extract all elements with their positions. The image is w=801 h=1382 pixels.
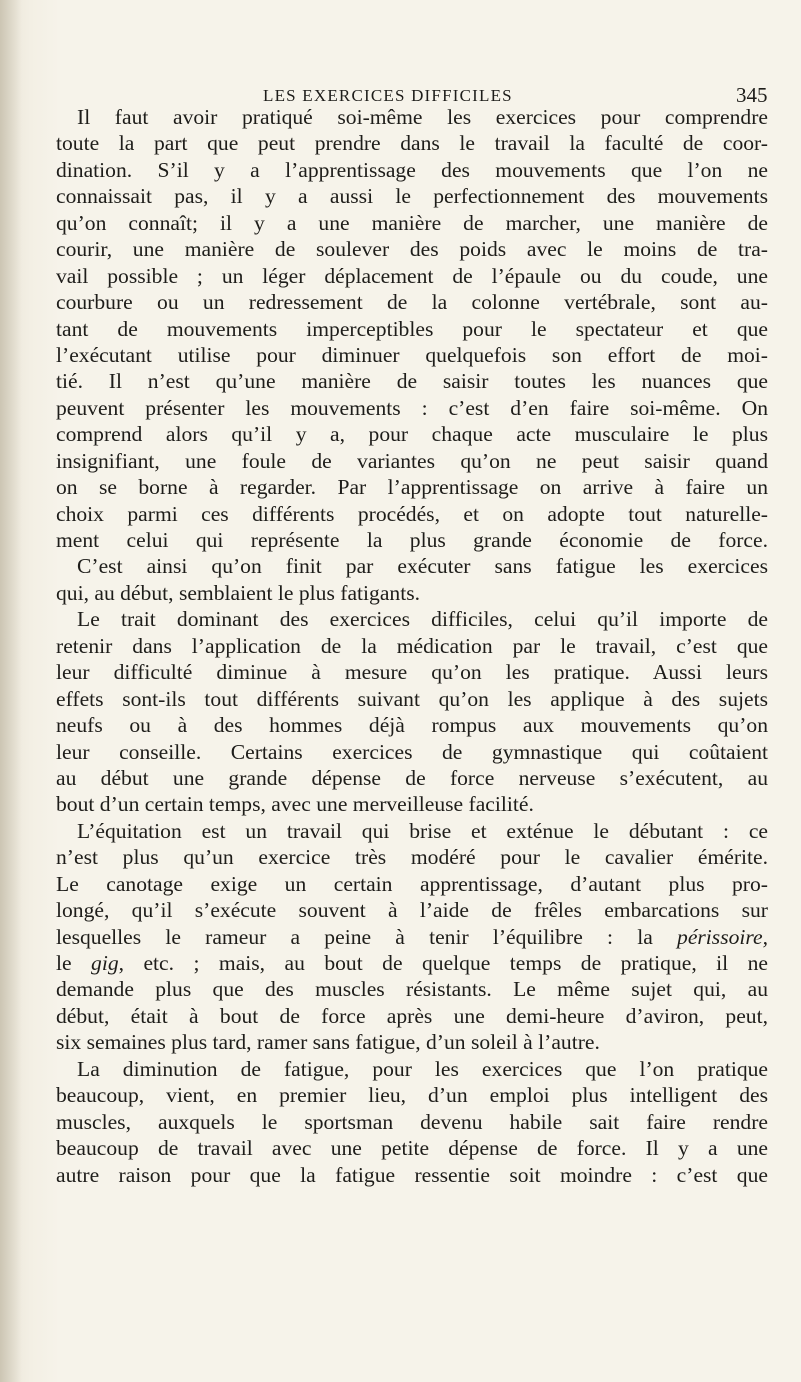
- body-text: [56, 104, 768, 1188]
- text-line: tié. Il n’est qu’une manière de saisir toutes les nuances que: [56, 369, 768, 394]
- text-line: Le canotage exige un certain apprentissage, d’autant plus pro-: [56, 871, 768, 896]
- text-line: dination. S’il y a l’apprentissage des mouvements que l’on ne: [56, 157, 768, 182]
- text-line: [56, 950, 768, 976]
- text-line: beaucoup, vient, en premier lieu, d’un emploi plus intelligent des: [56, 1083, 768, 1108]
- text-line: longé, qu’il s’exécute souvent à l’aide de frêles embarcations sur: [56, 898, 768, 923]
- text-line: demande plus que des muscles résistants. Le même sujet qui, au: [56, 977, 768, 1002]
- text-line: six semaines plus tard, ramer sans fatigue, d’un soleil à l’autre.: [56, 1030, 600, 1055]
- text-line: courir, une manière de soulever des poids avec le moins de tra-: [56, 237, 768, 262]
- text-line: connaissait pas, il y a aussi le perfectionnement des mouvements: [56, 184, 768, 209]
- text-line: [56, 924, 768, 950]
- text-line: autre raison pour que la fatigue ressentie soit moindre : c’est que: [56, 1162, 768, 1187]
- text-line: début, était à bout de force après une demi-heure d’aviron, peut,: [56, 1003, 768, 1028]
- text-line: n’est plus qu’un exercice très modéré pour le cavalier émérite.: [56, 845, 768, 870]
- text-line: insignifiant, une foule de variantes qu’on ne peut saisir quand: [56, 448, 768, 473]
- text-line: qui, au début, semblaient le plus fatigants.: [56, 580, 421, 605]
- text-line: Il faut avoir pratiqué soi-même les exercices pour comprendre: [77, 105, 768, 129]
- text-line: vail possible ; un léger déplacement de l’épaule ou du coude, une: [56, 263, 768, 288]
- text-line: Le trait dominant des exercices difficiles, celui qu’il importe de: [77, 607, 768, 632]
- text-line: La diminution de fatigue, pour les exercices que l’on pratique: [77, 1056, 768, 1081]
- text-segment: , etc. ; mais, au bout de quelque temps de pratique, il ne: [118, 951, 768, 975]
- text-line: effets sont-ils tout différents suivant qu’on les applique à des sujets: [56, 686, 768, 711]
- text-line: au début une grande dépense de force nerveuse s’exécutent, au: [56, 765, 768, 790]
- text-line: leur difficulté diminue à mesure qu’on les pratique. Aussi leurs: [56, 660, 768, 685]
- text-segment: le: [56, 951, 92, 975]
- text-line: l’exécutant utilise pour diminuer quelquefois son effort de moi-: [56, 342, 768, 367]
- italic-term-gig: gig: [91, 951, 119, 975]
- text-line: courbure ou un redressement de la colonne vertébrale, sont au-: [56, 290, 768, 315]
- text-line: L’équitation est un travail qui brise et exténue le débutant : ce: [77, 818, 768, 843]
- text-segment: lesquelles le rameur a peine à tenir l’équilibre : la: [56, 924, 678, 949]
- page-number: 345: [736, 83, 768, 107]
- text-line: tant de mouvements imperceptibles pour le spectateur et que: [56, 316, 768, 341]
- text-line: leur conseille. Certains exercices de gymnastique qui coûtaient: [56, 739, 768, 764]
- text-line: peuvent présenter les mouvements : c’est d’en faire soi-même. On: [56, 395, 768, 420]
- binding-gutter-shadow: [0, 0, 22, 1382]
- text-line: on se borne à regarder. Par l’apprentissage on arrive à faire un: [56, 475, 768, 500]
- text-line: retenir dans l’application de la médication par le travail, c’est que: [56, 633, 768, 658]
- text-line: toute la part que peut prendre dans le travail la faculté de coor-: [56, 131, 768, 156]
- text-line: neufs ou à des hommes déjà rompus aux mouvements qu’on: [56, 713, 768, 738]
- running-title: LES EXERCICES DIFFICILES: [263, 86, 513, 105]
- text-line: comprend alors qu’il y a, pour chaque acte musculaire le plus: [56, 422, 768, 447]
- text-line: beaucoup de travail avec une petite dépense de force. Il y a une: [56, 1136, 768, 1161]
- text-line: bout d’un certain temps, avec une merveilleuse facilité.: [56, 792, 534, 817]
- text-line: ment celui qui représente la plus grande économie de force.: [56, 528, 768, 552]
- text-line: C’est ainsi qu’on finit par exécuter sans fatigue les exercices: [77, 554, 768, 579]
- text-line: muscles, auxquels le sportsman devenu habile sait faire rendre: [56, 1109, 768, 1134]
- italic-term-perissoire: périssoire,: [677, 924, 768, 949]
- text-line: qu’on connaît; il y a une manière de marcher, une manière de: [56, 210, 768, 235]
- text-line: choix parmi ces différents procédés, et on adopte tout naturelle-: [56, 501, 768, 526]
